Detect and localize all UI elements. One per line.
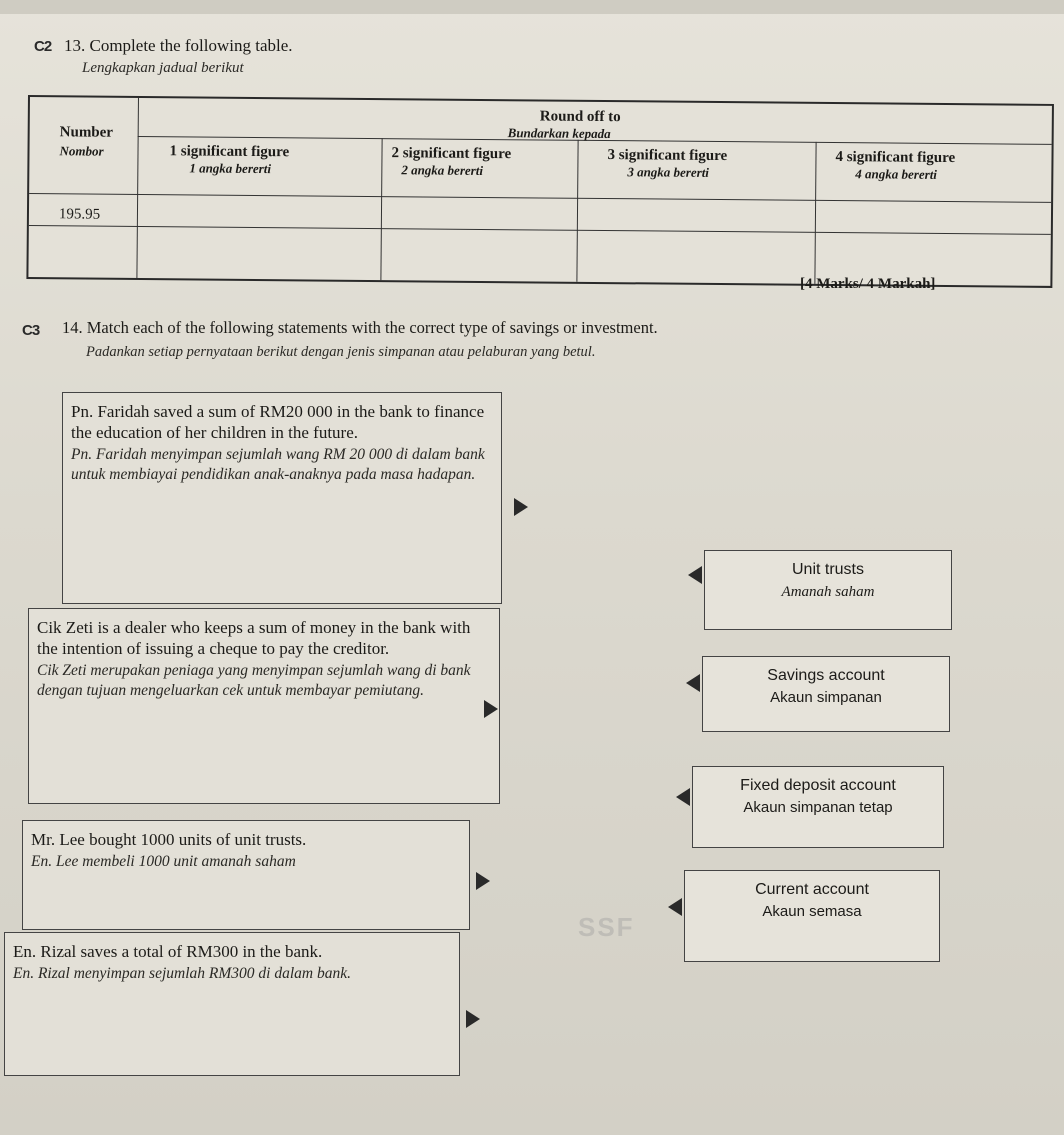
statement-text: Cik Zeti is a dealer who keeps a sum of money in the bank with the intention of issuing a cheque to pay the creditor. bbox=[37, 618, 471, 658]
statement-text-ms: Pn. Faridah menyimpan sejumlah wang RM 20 000 di dalam bank untuk membiayai pendidikan anak-anaknya pada masa hadapan. bbox=[71, 446, 485, 483]
option-savings-account[interactable] bbox=[702, 656, 950, 732]
q13-title: 13. Complete the following table. bbox=[64, 36, 293, 55]
match-arrow-statement-2[interactable] bbox=[484, 700, 498, 718]
option-label: Savings account bbox=[767, 667, 885, 684]
statement-faridah bbox=[62, 392, 502, 604]
statement-text: Mr. Lee bought 1000 units of unit trusts. bbox=[31, 830, 307, 849]
option-unit-trusts[interactable] bbox=[704, 550, 952, 630]
row-number-value: 195.95 bbox=[58, 206, 101, 223]
option-label: Fixed deposit account bbox=[740, 777, 896, 794]
table-divider bbox=[29, 225, 1051, 235]
table-divider bbox=[29, 193, 1051, 203]
match-arrow-statement-3[interactable] bbox=[476, 872, 490, 890]
table-divider bbox=[136, 98, 139, 278]
option-label-ms: Amanah saham bbox=[781, 584, 875, 600]
statement-rizal bbox=[4, 932, 460, 1076]
header-round-off: Round off to bbox=[539, 108, 621, 126]
header-1-sig-fig-ms: 1 angka bererti bbox=[189, 160, 272, 177]
option-current-account[interactable] bbox=[684, 870, 940, 962]
option-label: Current account bbox=[755, 881, 869, 898]
header-round-off-ms: Bundarkan kepada bbox=[507, 125, 611, 142]
option-label-ms: Akaun semasa bbox=[762, 903, 862, 920]
q13-level-tag: C2 bbox=[34, 38, 52, 55]
table-divider bbox=[814, 142, 816, 284]
header-2-sig-fig-ms: 2 angka bererti bbox=[401, 162, 484, 178]
statement-text-ms: En. Rizal menyimpan sejumlah RM300 di dalam bank. bbox=[13, 965, 351, 982]
match-arrow-option-1[interactable] bbox=[688, 566, 702, 584]
option-label-ms: Akaun simpanan tetap bbox=[743, 799, 893, 816]
q14-title-ms: Padankan setiap pernyataan berikut dengan jenis simpanan atau pelaburan yang betul. bbox=[86, 344, 596, 360]
header-2-sig-fig: 2 significant figure bbox=[391, 145, 512, 163]
statement-text-ms: Cik Zeti merupakan peniaga yang menyimpan sejumlah wang di bank dengan tujuan mengeluarkan cek untuk membayar pemiutang. bbox=[37, 662, 471, 699]
header-number: Number bbox=[59, 124, 114, 141]
header-number-ms: Nombor bbox=[59, 143, 104, 159]
header-3-sig-fig: 3 significant figure bbox=[607, 147, 728, 165]
match-arrow-option-2[interactable] bbox=[686, 674, 700, 692]
match-arrow-option-4[interactable] bbox=[668, 898, 682, 916]
q13-marks: [4 Marks/ 4 Markah] bbox=[800, 276, 936, 292]
match-arrow-statement-1[interactable] bbox=[514, 498, 528, 516]
statement-zeti bbox=[28, 608, 500, 804]
option-label: Unit trusts bbox=[791, 561, 864, 578]
q13-title-ms: Lengkapkan jadual berikut bbox=[82, 60, 244, 76]
option-label-ms: Akaun simpanan bbox=[770, 689, 882, 706]
q14-level-tag: C3 bbox=[22, 322, 40, 339]
watermark-text: SSF bbox=[578, 912, 635, 942]
option-fixed-deposit-account[interactable] bbox=[692, 766, 944, 848]
match-arrow-statement-4[interactable] bbox=[466, 1010, 480, 1028]
q14-title: 14. Match each of the following statements with the correct type of savings or investment. bbox=[62, 318, 658, 337]
table-divider bbox=[576, 140, 578, 282]
table-divider bbox=[380, 138, 382, 280]
header-4-sig-fig-ms: 4 angka bererti bbox=[855, 166, 938, 182]
header-4-sig-fig: 4 significant figure bbox=[835, 149, 956, 167]
top-edge-strip bbox=[0, 0, 1064, 14]
statement-text: En. Rizal saves a total of RM300 in the bank. bbox=[13, 942, 323, 961]
statement-lee bbox=[22, 820, 470, 930]
header-1-sig-fig: 1 significant figure bbox=[169, 143, 290, 161]
match-arrow-option-3[interactable] bbox=[676, 788, 690, 806]
header-3-sig-fig-ms: 3 angka bererti bbox=[627, 164, 710, 180]
rounding-table bbox=[26, 95, 1054, 288]
statement-text: Pn. Faridah saved a sum of RM20 000 in the bank to finance the education of her children in the future. bbox=[71, 402, 485, 442]
statement-text-ms: En. Lee membeli 1000 unit amanah saham bbox=[31, 853, 296, 870]
